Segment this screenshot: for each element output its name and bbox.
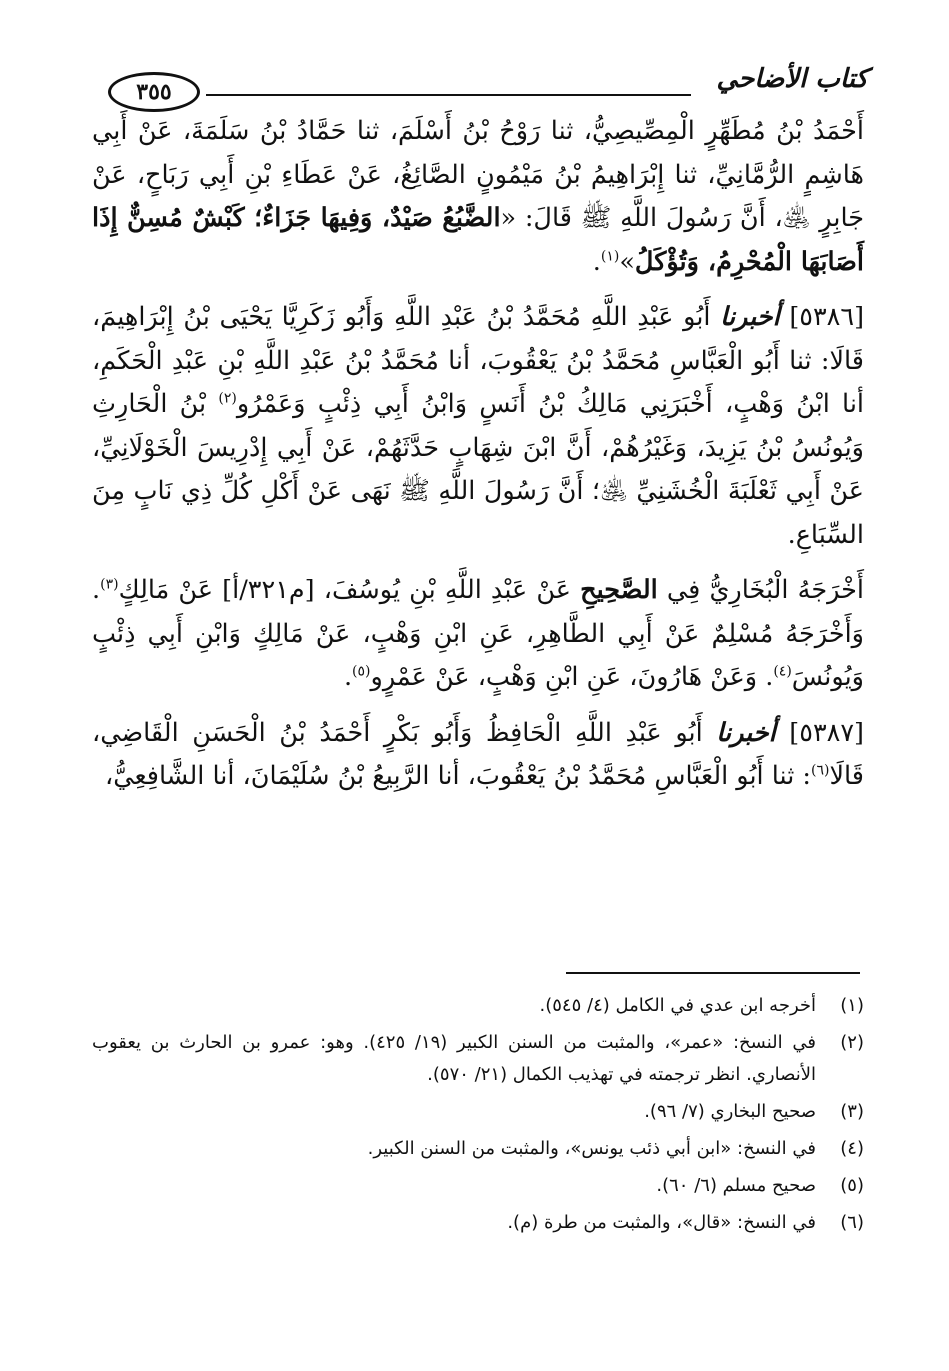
header-rule bbox=[206, 94, 691, 96]
page-number: ٣٥٥ bbox=[136, 79, 172, 105]
footnote-ref-4[interactable]: (٤) bbox=[773, 663, 792, 680]
footnote-text: في النسخ: «عمر»، والمثبت من السنن الكبير (١٩/ ٤٢٥). وهو: عمرو بن الحارث بن يعقوب الأنصاري. انظر ترجمته في تهذيب الكمال (٢١/ ٥٧٠). bbox=[92, 1032, 816, 1085]
hadith-text-cont: بْنُ الْحَارِثِ وَيُونُسُ بْنُ يَزِيدَ، وَغَيْرُهُمْ، أَنَّ ابْنَ شِهَابٍ حَدَّثَهُمْ، عَنْ أَبِي إِدْرِيسَ الْخَوْلَانِيِّ، عَنْ أَبِي ثَعْلَبَةَ الْخُشَنِيِّ ﵁؛ أَنَّ رَسُولَ اللَّهِ ﷺ نَهَى عَنْ أَكْلِ كُلِّ ذِي نَابٍ مِنَ السِّبَاعِ. bbox=[92, 389, 864, 550]
footnote-number: (١) bbox=[840, 995, 864, 1016]
takhrij-text: . وَأَخْرَجَهُ مُسْلِمٌ عَنْ أَبِي الطَّاهِرِ، عَنِ ابْنِ وَهْبٍ، عَنْ مَالِكٍ وَابْنِ أَبِي ذِئْبٍ وَيُونُسَ bbox=[92, 575, 864, 692]
page-number-badge bbox=[108, 72, 200, 112]
book-title: كتاب الأضاحي bbox=[716, 64, 868, 94]
paragraph-gap bbox=[92, 700, 864, 712]
paragraph-continuation bbox=[92, 110, 864, 284]
footnote-3 bbox=[92, 1096, 864, 1128]
period: . bbox=[343, 662, 353, 692]
hadith-chain: أَحْمَدُ بْنُ مُطَهِّرٍ الْمِصِّيصِيُّ، ثنا رَوْحُ بْنُ أَسْلَمَ، ثنا حَمَّادُ بْنُ سَلَمَةَ، عَنْ أَبِي هَاشِمٍ الرُّمَّانِيِّ، ثنا إِبْرَاهِيمُ بْنُ مَيْمُونٍ الصَّائِغُ، عَنْ عَطَاءِ بْنِ أَبِي رَبَاحٍ، عَنْ جَابِرٍ ﵁، أَنَّ رَسُولَ اللَّهِ ﷺ قَالَ: « bbox=[92, 116, 864, 233]
akhbarana-keyword: أخبرنا bbox=[720, 302, 780, 332]
footnote-text: أخرجه ابن عدي في الكامل (٤/ ٥٤٥). bbox=[539, 995, 816, 1016]
main-text bbox=[92, 110, 864, 799]
paragraph-gap bbox=[92, 284, 864, 296]
footnotes bbox=[92, 990, 864, 1244]
footnote-6 bbox=[92, 1207, 864, 1239]
footnote-ref-1[interactable]: (١) bbox=[600, 248, 620, 264]
footnote-ref-6[interactable]: (٦) bbox=[811, 762, 830, 779]
footnote-number: (٥) bbox=[840, 1175, 864, 1196]
footnote-4 bbox=[92, 1133, 864, 1165]
hadith-number: [٥٣٨٧] bbox=[789, 717, 864, 748]
footnote-ref-5[interactable]: (٥) bbox=[352, 663, 371, 680]
period: . bbox=[592, 246, 601, 277]
footnote-number: (٦) bbox=[840, 1212, 864, 1233]
quote-close: » bbox=[619, 246, 635, 277]
paragraph-5386 bbox=[92, 296, 864, 557]
footnote-divider bbox=[566, 972, 860, 974]
footnote-text: صحيح البخاري (٧/ ٩٦). bbox=[644, 1101, 816, 1122]
hadith-number: [٥٣٨٦] bbox=[789, 302, 865, 332]
hadith-matn: الضَّبُعُ صَيْدٌ، وَفِيهَا جَزَاءٌ؛ كَبْشٌ مُسِنٌّ إِذَا أَصَابَهَا الْمُحْرِمُ، وَتُؤْكَلُ bbox=[92, 203, 864, 277]
footnote-1 bbox=[92, 990, 864, 1022]
paragraph-5387 bbox=[92, 712, 864, 799]
footnote-5 bbox=[92, 1170, 864, 1202]
hadith-text-cont: : ثنا أَبُو الْعَبَّاسِ مُحَمَّدُ بْنُ يَعْقُوبَ، أنا الرَّبِيعُ بْنُ سُلَيْمَانَ، أنا الشَّافِعِيُّ، bbox=[105, 761, 812, 791]
footnote-text: في النسخ: «ابن أبي ذئب يونس»، والمثبت من السنن الكبير. bbox=[367, 1138, 816, 1159]
takhrij-text: . وَعَنْ هَارُونَ، عَنِ ابْنِ وَهْبٍ، عَنْ عَمْرٍو bbox=[370, 662, 774, 692]
footnote-text: صحيح مسلم (٦/ ٦٠). bbox=[656, 1175, 816, 1196]
paragraph-takhrij bbox=[92, 569, 864, 700]
hadith-text: أَبُو عَبْدِ اللَّهِ مُحَمَّدُ بْنُ عَبْدِ اللَّهِ وَأَبُو زَكَرِيَّا يَحْيَى بْنُ إِبْرَاهِيمَ، قَالَا: ثنا أَبُو الْعَبَّاسِ مُحَمَّدُ بْنُ يَعْقُوبَ، أنا مُحَمَّدُ بْنُ عَبْدِ اللَّهِ بْنِ عَبْدِ الْحَكَمِ، أنا ابْنُ وَهْبٍ، أَخْبَرَنِي مَالِكُ بْنُ أَنَسٍ وَابْنُ أَبِي ذِئْبٍ وَعَمْرُو bbox=[92, 302, 865, 419]
manuscript-marker: [م٣٢١/أ] bbox=[222, 575, 315, 605]
footnote-ref-2[interactable]: (٢) bbox=[218, 390, 237, 407]
footnote-2 bbox=[92, 1027, 864, 1091]
takhrij-text: أَخْرَجَهُ الْبُخَارِيُّ فِي bbox=[666, 575, 864, 605]
takhrij-text: عَنْ عَبْدِ اللَّهِ بْنِ يُوسُفَ، bbox=[323, 575, 571, 605]
sahih-bold: الصَّحِيحِ bbox=[580, 575, 658, 605]
footnote-number: (٣) bbox=[840, 1101, 864, 1122]
footnote-text: في النسخ: «قال»، والمثبت من طرة (م). bbox=[507, 1212, 816, 1233]
hadith-text: أَبُو عَبْدِ اللَّهِ الْحَافِظُ وَأَبُو بَكْرٍ أَحْمَدُ بْنُ الْحَسَنِ الْقَاضِي، قَالَا bbox=[92, 717, 864, 791]
footnote-number: (٤) bbox=[840, 1138, 864, 1159]
footnote-ref-3[interactable]: (٣) bbox=[100, 576, 119, 593]
footnote-number: (٢) bbox=[840, 1032, 864, 1053]
takhrij-text: عَنْ مَالِكٍ bbox=[118, 575, 214, 605]
akhbarana-keyword: أخبرنا bbox=[716, 717, 776, 748]
paragraph-gap bbox=[92, 557, 864, 569]
